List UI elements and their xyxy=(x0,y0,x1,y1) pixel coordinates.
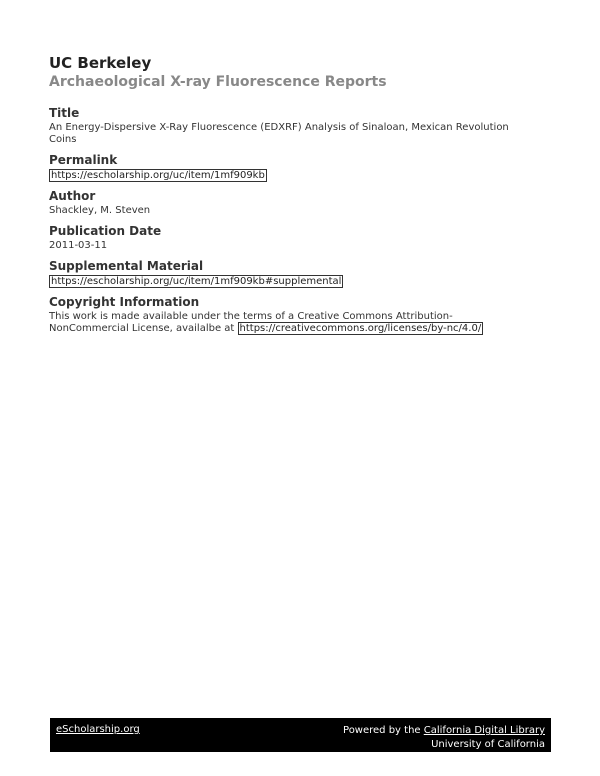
powered-by-line xyxy=(343,724,545,738)
title-heading: Title xyxy=(49,106,80,120)
powered-by-prefix: Powered by the xyxy=(343,725,424,736)
author-text: Shackley, M. Steven xyxy=(49,205,151,216)
publication-date-text: 2011-03-11 xyxy=(49,240,108,251)
permalink-link[interactable]: https://escholarship.org/uc/item/1mf909kb xyxy=(51,170,265,181)
cdl-link[interactable]: California Digital Library xyxy=(423,725,545,736)
permalink-section xyxy=(49,153,559,182)
footer-bar xyxy=(50,718,551,752)
footer-credits xyxy=(343,724,545,752)
supplemental-heading: Supplemental Material xyxy=(49,259,204,273)
copyright-section xyxy=(49,295,559,335)
university-name: University of California xyxy=(431,739,545,750)
copyright-heading: Copyright Information xyxy=(49,295,200,309)
supplemental-section xyxy=(49,259,559,288)
permalink-text xyxy=(49,169,559,182)
supplemental-link[interactable]: https://escholarship.org/uc/item/1mf909kb#supplemental xyxy=(51,276,342,287)
supplemental-text xyxy=(49,275,559,288)
author-section xyxy=(49,189,559,217)
license-link[interactable]: https://creativecommons.org/licenses/by-nc/4.0/ xyxy=(239,323,482,334)
series-name: Archaeological X-ray Fluorescence Reports xyxy=(49,74,387,90)
metadata-content xyxy=(49,106,559,342)
campus-name: UC Berkeley xyxy=(49,54,152,72)
title-text-line-2: Coins xyxy=(49,134,77,145)
copyright-text xyxy=(49,311,559,335)
permalink-heading: Permalink xyxy=(49,153,118,167)
author-heading: Author xyxy=(49,189,96,203)
document-header xyxy=(49,54,559,91)
title-text xyxy=(49,122,559,146)
publication-date-heading: Publication Date xyxy=(49,224,162,238)
escholarship-link[interactable]: eScholarship.org xyxy=(56,724,140,735)
copyright-text-prefix: NonCommercial License, availalbe at xyxy=(49,323,238,334)
copyright-text-line-2 xyxy=(49,323,559,335)
publication-date-section xyxy=(49,224,559,252)
copyright-text-line-1: This work is made available under the terms of a Creative Commons Attribution- xyxy=(49,311,453,322)
title-section xyxy=(49,106,559,146)
title-text-line-1: An Energy-Dispersive X-Ray Fluorescence (EDXRF) Analysis of Sinaloan, Mexican Revolution xyxy=(49,122,509,133)
